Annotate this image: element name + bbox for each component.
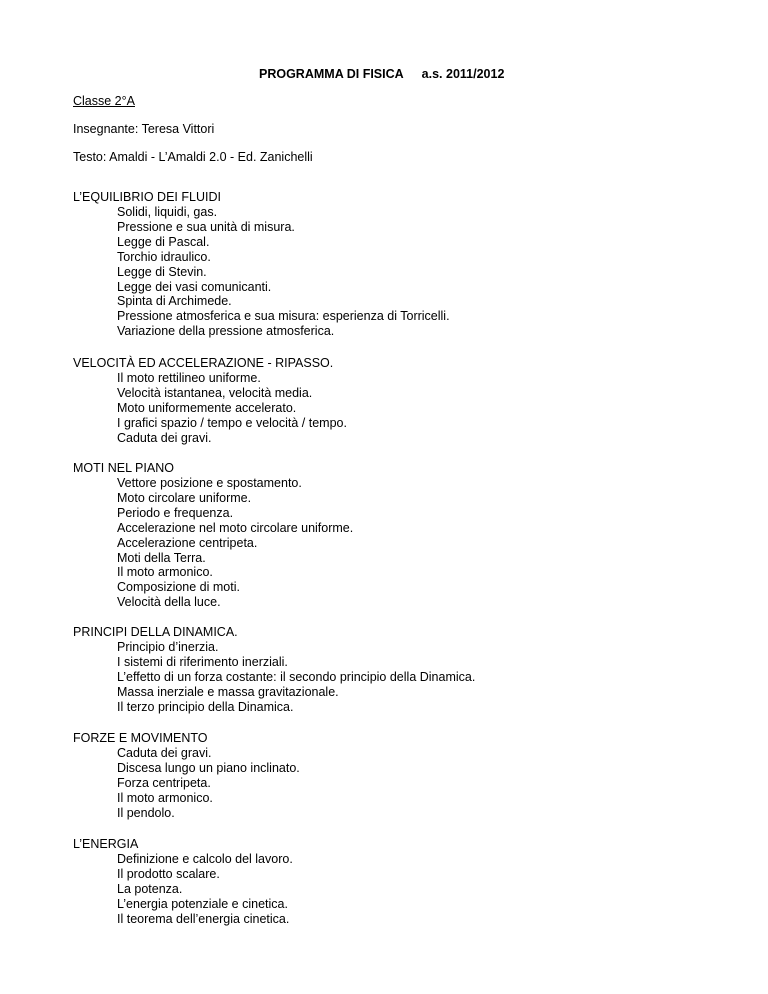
list-item: Pressione e sua unità di misura. xyxy=(117,219,295,234)
list-item: Il moto armonico. xyxy=(117,565,213,580)
school-year: a.s. 2011/2012 xyxy=(421,67,505,81)
list-item: Accelerazione centripeta. xyxy=(117,535,258,550)
list-item: Legge di Pascal. xyxy=(117,234,210,249)
list-item: Principio d’inerzia. xyxy=(117,640,219,654)
section-title: PRINCIPI DELLA DINAMICA. xyxy=(73,625,238,639)
list-item: Il teorema dell’energia cinetica. xyxy=(117,911,290,926)
list-item: Il prodotto scalare. xyxy=(117,866,220,881)
page-title xyxy=(259,67,504,81)
list-item: Massa inerziale e massa gravitazionale. xyxy=(117,684,339,699)
list-item: L’energia potenziale e cinetica. xyxy=(117,896,288,911)
list-item: Variazione della pressione atmosferica. xyxy=(117,324,335,339)
textbook-label: Testo: Amaldi - L’Amaldi 2.0 - Ed. Zanichelli xyxy=(73,150,313,164)
list-item: Forza centripeta. xyxy=(117,775,211,790)
list-item: Definizione e calcolo del lavoro. xyxy=(117,852,293,866)
section-title: L’EQUILIBRIO DEI FLUIDI xyxy=(73,190,221,204)
section-title: FORZE E MOVIMENTO xyxy=(73,731,208,745)
topic-list xyxy=(73,640,475,715)
list-item: Il pendolo. xyxy=(117,805,175,820)
section-title: MOTI NEL PIANO xyxy=(73,461,174,475)
list-item: Accelerazione nel moto circolare uniforme. xyxy=(117,520,354,535)
list-item: Composizione di moti. xyxy=(117,580,240,595)
list-item: Velocità istantanea, velocità media. xyxy=(117,385,313,400)
list-item: Legge di Stevin. xyxy=(117,264,207,279)
topic-list xyxy=(73,746,300,821)
list-item: Caduta dei gravi. xyxy=(117,430,212,445)
section-dynamics xyxy=(73,625,475,715)
section-plane-motion xyxy=(73,461,353,610)
list-item: Velocità della luce. xyxy=(117,595,221,610)
section-title: VELOCITÀ ED ACCELERAZIONE - RIPASSO. xyxy=(73,356,334,370)
list-item: Moto uniformemente accelerato. xyxy=(117,400,297,415)
list-item: Pressione atmosferica e sua misura: esperienza di Torricelli. xyxy=(117,309,450,324)
topic-list xyxy=(73,852,293,927)
section-forces xyxy=(73,731,300,821)
topic-list xyxy=(73,371,347,446)
section-title: L’ENERGIA xyxy=(73,837,139,851)
list-item: Vettore posizione e spostamento. xyxy=(117,476,302,490)
list-item: Caduta dei gravi. xyxy=(117,746,212,760)
list-item: Solidi, liquidi, gas. xyxy=(117,205,218,219)
list-item: L’effetto di un forza costante: il secondo principio della Dinamica. xyxy=(117,669,476,684)
section-fluids xyxy=(73,190,450,339)
list-item: I sistemi di riferimento inerziali. xyxy=(117,654,288,669)
title-text: PROGRAMMA DI FISICA xyxy=(259,67,404,81)
topic-list xyxy=(73,205,450,339)
topic-list xyxy=(73,476,353,610)
list-item: I grafici spazio / tempo e velocità / tempo. xyxy=(117,415,347,430)
class-label: Classe 2°A xyxy=(73,94,135,108)
list-item: Moto circolare uniforme. xyxy=(117,490,252,505)
list-item: Il terzo principio della Dinamica. xyxy=(117,699,294,714)
list-item: Discesa lungo un piano inclinato. xyxy=(117,760,300,775)
teacher-label: Insegnante: Teresa Vittori xyxy=(73,122,215,136)
list-item: Torchio idraulico. xyxy=(117,249,211,264)
list-item: Moti della Terra. xyxy=(117,550,206,565)
list-item: La potenza. xyxy=(117,881,183,896)
list-item: Legge dei vasi comunicanti. xyxy=(117,279,272,294)
section-velocity xyxy=(73,356,347,446)
list-item: Il moto rettilineo uniforme. xyxy=(117,371,261,385)
list-item: Periodo e frequenza. xyxy=(117,505,234,520)
section-energy xyxy=(73,837,293,927)
list-item: Il moto armonico. xyxy=(117,790,213,805)
list-item: Spinta di Archimede. xyxy=(117,294,232,309)
